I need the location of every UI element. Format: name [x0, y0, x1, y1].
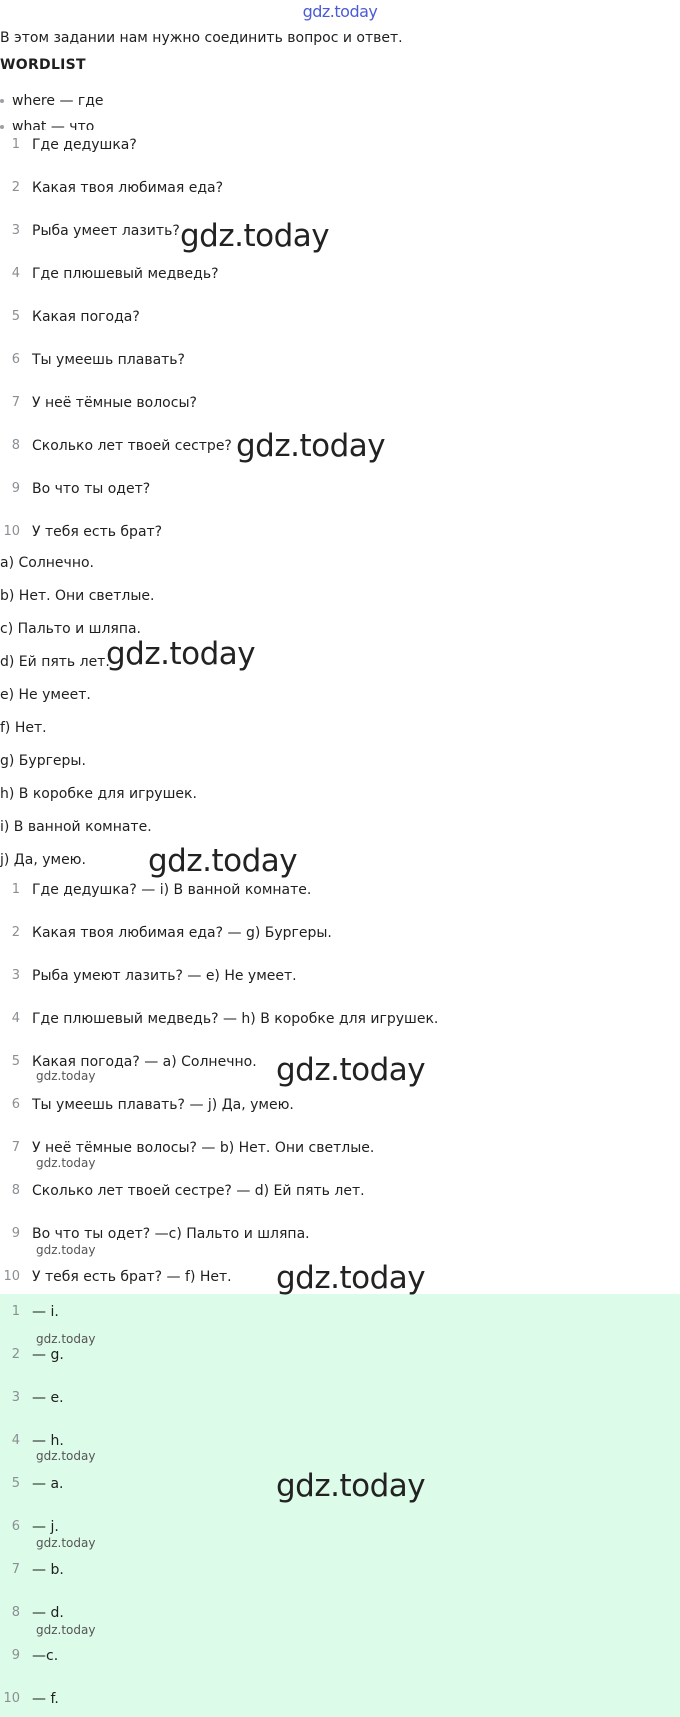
watermark-small: gdz.today: [36, 1449, 96, 1463]
final-answers-panel: 1 — i. 2 — g. 3 — e. 4 — h. 5 — a. 6 — j. 7 — b. 8 — d. 9 —c. 10 — f.: [0, 1294, 680, 1717]
watermark-small: gdz.today: [36, 1536, 96, 1550]
watermark-small: gdz.today: [36, 1156, 96, 1170]
watermark: gdz.today: [276, 1260, 426, 1296]
watermark: gdz.today: [276, 1052, 426, 1088]
answer-item: d) Ей пять лет.: [0, 654, 110, 670]
task-intro: В этом задании нам нужно соединить вопрос и ответ.: [0, 30, 403, 46]
watermark-small: gdz.today: [36, 1332, 96, 1346]
answer-item: j) Да, умею.: [0, 852, 86, 868]
answer-item: f) Нет.: [0, 720, 47, 736]
answer-item: i) В ванной комнате.: [0, 819, 152, 835]
watermark: gdz.today: [106, 636, 256, 672]
watermark-small: gdz.today: [36, 1069, 96, 1083]
answer-item: e) Не умеет.: [0, 687, 91, 703]
watermark: gdz.today: [180, 218, 330, 254]
answer-item: b) Нет. Они светлые.: [0, 588, 155, 604]
answer-item: g) Бургеры.: [0, 753, 86, 769]
answer-item: h) В коробке для игрушек.: [0, 786, 197, 802]
answer-item: a) Солнечно.: [0, 555, 94, 571]
answer-item: c) Пальто и шляпа.: [0, 621, 141, 637]
watermark: gdz.today: [236, 428, 386, 464]
site-logo[interactable]: gdz.today: [302, 2, 378, 21]
bullet-icon: [0, 125, 4, 129]
wordlist: where — где what — что: [0, 90, 300, 130]
watermark: gdz.today: [276, 1468, 426, 1504]
watermark-small: gdz.today: [36, 1623, 96, 1637]
watermark: gdz.today: [148, 843, 298, 879]
bullet-icon: [0, 99, 4, 103]
wordlist-title: WORDLIST: [0, 57, 86, 73]
watermark-small: gdz.today: [36, 1243, 96, 1257]
